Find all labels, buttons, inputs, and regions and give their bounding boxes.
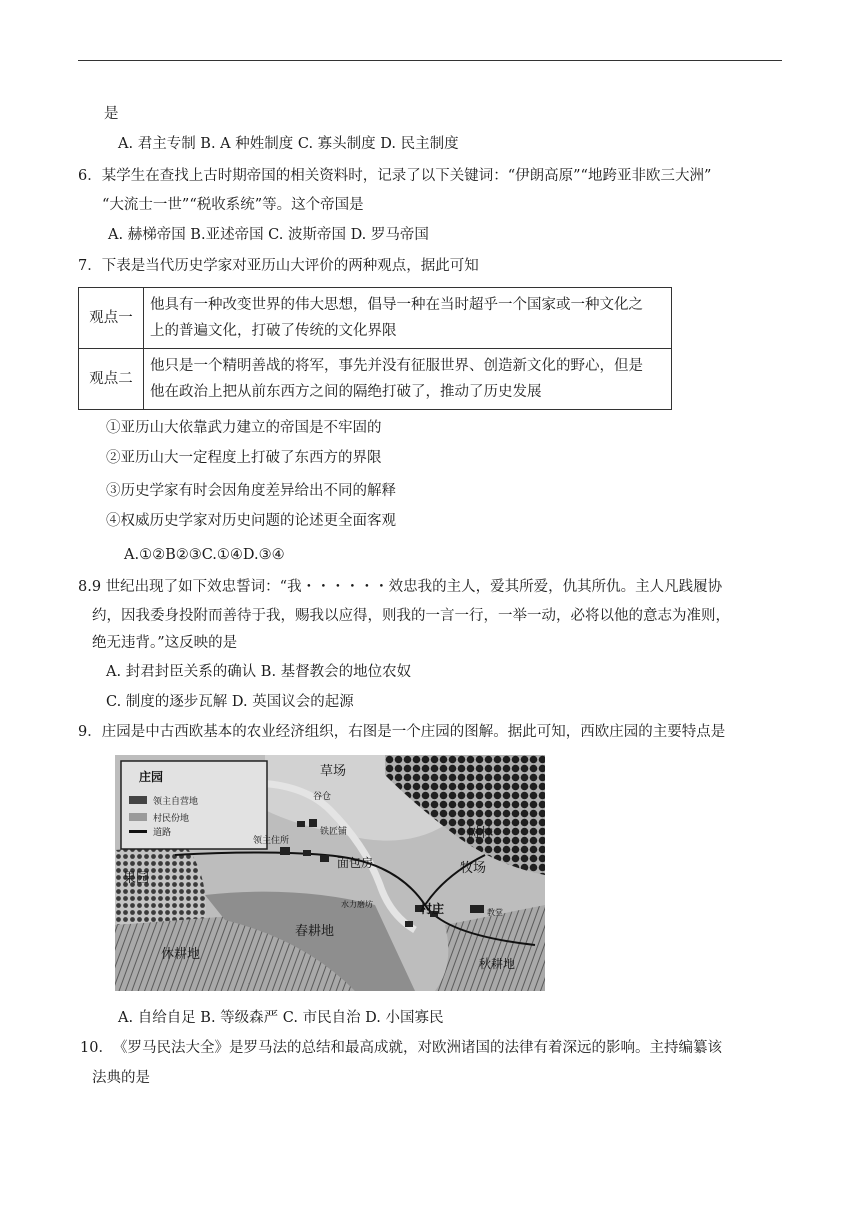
q6-stem-1: 某学生在查找上古时期帝国的相关资料时，记录了以下关键词：“伊朗高原”“地跨亚非欧三大洲” — [101, 168, 712, 184]
q10-stem-2: 法典的是 — [92, 1070, 150, 1086]
q8-stem-1: 9 世纪出现了如下效忠誓词：“我・・・・・・效忠我的主人，爱其所爱，仇其所仇。主人凡践履协 — [91, 579, 723, 595]
label-village: 村庄 — [420, 902, 445, 916]
q6-stem-2: “大流士一世”“税收系统”等。这个帝国是 — [102, 197, 364, 213]
label-spring-field: 春耕地 — [295, 924, 335, 939]
viewpoint-label: 观点一 — [79, 288, 144, 349]
manor-map-drawing — [115, 755, 545, 991]
label-mill: 水力磨坊 — [341, 900, 373, 909]
legend-swatch-lord — [129, 796, 147, 804]
table-row — [79, 349, 672, 410]
building — [320, 855, 329, 862]
q7-item-1: ①亚历山大依靠武力建立的帝国是不牢固的 — [106, 420, 382, 436]
q7-stem: 下表是当代历史学家对亚历山大评价的两种观点，据此可知 — [101, 258, 479, 274]
label-woods: 树林 — [467, 826, 494, 841]
q7-options: A.①②B②③C.①④D.③④ — [124, 547, 285, 563]
manor-map — [115, 755, 545, 991]
building — [303, 850, 311, 856]
q8-line1 — [78, 577, 722, 597]
legend-title: 庄园 — [139, 770, 164, 784]
building — [280, 847, 290, 855]
viewpoint-line: 他在政治上把从前东西方之间的隔绝打破了，推动了历史发展 — [150, 384, 542, 400]
legend-swatch-road — [129, 830, 147, 833]
q7-item-2: ②亚历山大一定程度上打破了东西方的界限 — [106, 450, 382, 466]
viewpoints-table — [78, 287, 672, 410]
q9-stem: 庄园是中古西欧基本的农业经济组织，右图是一个庄园的图解。据此可知，西欧庄园的主要特点是 — [101, 724, 726, 740]
building — [297, 821, 305, 827]
q10-stem-1: 《罗马民法大全》是罗马法的总结和最高成就，对欧洲诸国的法律有着深远的影响。主持编纂该 — [112, 1040, 722, 1056]
viewpoint-label: 观点二 — [79, 349, 144, 410]
q8-options-1: A. 封君封臣关系的确认 B. 基督教会的地位农奴 — [106, 664, 412, 680]
label-orchard: 果园 — [123, 871, 150, 886]
q7-line1 — [78, 256, 479, 276]
q9-options: A. 自给自足 B. 等级森严 C. 市民自治 D. 小国寡民 — [118, 1010, 444, 1026]
legend-swatch-villager — [129, 813, 147, 821]
q5-options: A. 君主专制 B. A 种姓制度 C. 寡头制度 D. 民主制度 — [118, 136, 459, 152]
label-church: 教堂 — [487, 908, 503, 917]
q5-stem-fragment: 是 — [104, 106, 119, 122]
label-granary: 谷仓 — [313, 792, 332, 802]
q8-stem-3: 绝无违背。”这反映的是 — [92, 635, 238, 651]
building — [405, 921, 413, 927]
viewpoint-text — [144, 349, 672, 410]
label-smithy: 铁匠铺 — [320, 827, 348, 837]
label-fallow-field: 休耕地 — [161, 947, 201, 962]
building — [309, 819, 317, 827]
label-pasture: 牧场 — [460, 861, 487, 876]
label-bakery: 面包房 — [337, 856, 374, 870]
label-meadow: 草场 — [320, 764, 347, 779]
label-manor-house: 领主住所 — [253, 836, 290, 846]
q7-item-3: ③历史学家有时会因角度差异给出不同的解释 — [106, 483, 396, 499]
q9-line1 — [78, 722, 725, 742]
q7-item-4: ④权威历史学家对历史问题的论述更全面客观 — [106, 513, 396, 529]
q6-line1 — [78, 166, 711, 186]
viewpoint-line: 上的普遍文化，打破了传统的文化界限 — [150, 323, 397, 339]
q8-number: 8. — [78, 579, 92, 595]
q7-number: 7． — [78, 258, 102, 274]
q9-number: 9． — [78, 724, 102, 740]
legend-item-road: 道路 — [153, 828, 172, 838]
q6-options: A. 赫梯帝国 B.亚述帝国 C. 波斯帝国 D. 罗马帝国 — [108, 227, 429, 243]
q6-number: 6． — [78, 168, 102, 184]
label-autumn-field: 秋耕地 — [479, 957, 516, 971]
legend-item-lord-land: 领主自营地 — [153, 797, 199, 807]
legend-item-villager-land: 村民份地 — [153, 814, 190, 824]
q8-options-2: C. 制度的逐步瓦解 D. 英国议会的起源 — [106, 694, 354, 710]
q8-stem-2: 约，因我委身投附而善待于我，赐我以应得，则我的一言一行，一举一动，必将以他的意志为准则， — [92, 608, 730, 624]
table-row — [79, 288, 672, 349]
church-building — [470, 905, 484, 913]
q10-number: 10． — [80, 1040, 113, 1056]
viewpoint-line: 他具有一种改变世界的伟大思想，倡导一种在当时超乎一个国家或一种文化之 — [150, 297, 643, 313]
q10-line1 — [80, 1038, 722, 1058]
viewpoint-text — [144, 288, 672, 349]
viewpoint-line: 他只是一个精明善战的将军，事先并没有征服世界、创造新文化的野心，但是 — [150, 358, 643, 374]
header-rule — [78, 60, 782, 61]
